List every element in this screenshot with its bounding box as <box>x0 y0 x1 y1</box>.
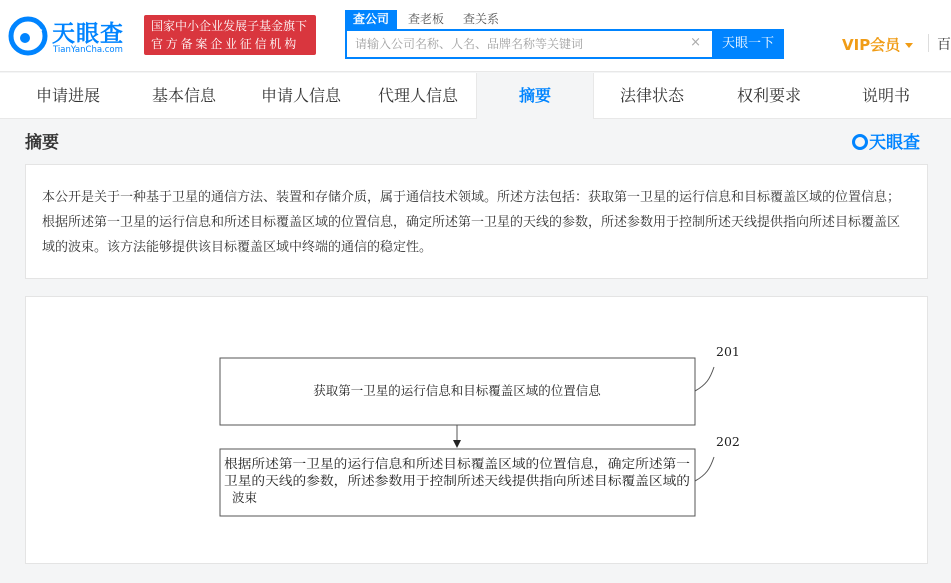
search-tab-relation[interactable]: 查关系 <box>463 12 500 26</box>
badge-line-1: 国家中小企业发展子基金旗下 <box>151 19 308 33</box>
tab-description[interactable]: 说明书 <box>861 86 910 105</box>
tab-legal-status[interactable]: 法律状态 <box>619 86 684 105</box>
tab-applicant-info[interactable]: 申请人信息 <box>260 86 341 105</box>
search-input[interactable] <box>347 31 677 57</box>
leader-line-202 <box>695 457 714 481</box>
tianyancha-watermark <box>852 128 920 153</box>
flowchart-ref-202: 202 <box>716 434 740 449</box>
caret-down-icon <box>905 43 913 48</box>
top-header <box>0 0 951 72</box>
watermark-text: 天眼查 <box>869 133 920 153</box>
flowchart-step-202-line-3: 波束 <box>232 490 258 505</box>
flowchart-ref-201: 201 <box>716 344 740 359</box>
arrow-down-icon <box>453 440 461 448</box>
search-tab-company[interactable]: 查公司 <box>345 10 397 30</box>
tab-agent-info[interactable]: 代理人信息 <box>377 86 458 105</box>
certification-badge[interactable] <box>144 15 316 55</box>
logo-domain: TianYanCha.com <box>53 45 123 55</box>
logo-name: 天眼查 <box>52 21 124 47</box>
tianyancha-logo-icon <box>852 134 868 150</box>
detail-nav-tabs <box>0 73 951 119</box>
tab-claims[interactable]: 权利要求 <box>736 86 801 105</box>
section-title: 摘要 <box>25 133 59 153</box>
tab-basic-info[interactable]: 基本信息 <box>151 86 216 105</box>
flowchart-step-202-line-1: 根据所述第一卫星的运行信息和所述目标覆盖区域的位置信息，确定所述第一 <box>224 456 690 471</box>
abstract-figure <box>25 296 928 564</box>
tab-abstract[interactable]: 摘要 <box>476 73 594 119</box>
header-more-link[interactable]: 百 <box>937 37 951 53</box>
vip-member-menu[interactable] <box>842 34 913 55</box>
tianyancha-logo-icon <box>8 16 48 56</box>
clear-icon[interactable]: × <box>690 35 701 50</box>
tab-application-progress[interactable]: 申请进展 <box>35 86 100 105</box>
flowchart-diagram <box>26 297 929 565</box>
search-tab-boss[interactable]: 查老板 <box>408 12 445 26</box>
badge-line-2: 官方备案企业征信机构 <box>151 37 300 51</box>
flowchart-step-202-line-2: 卫星的天线的参数，所述参数用于控制所述天线提供指向所述目标覆盖区域的 <box>224 473 690 488</box>
search-button[interactable]: 天眼一下 <box>712 29 784 59</box>
vip-label: VIP会员 <box>842 36 901 54</box>
flowchart-step-201-text: 获取第一卫星的运行信息和目标覆盖区域的位置信息 <box>313 383 601 398</box>
search-box <box>345 29 713 59</box>
abstract-text: 本公开是关于一种基于卫星的通信方法、装置和存储介质，属于通信技术领域。所述方法包括：获取第一卫星的运行信息和目标覆盖区域的位置信息；根据所述第一卫星的运行信息和所述目标覆盖区域的位置信息，确定所述第一卫星的天线的参数，所述参数用于控制所述天线提供指向所述目标覆盖区域的波束。该方法能够提供该目标覆盖区域中终端的通信的稳定性。 <box>25 164 928 279</box>
tianyancha-logo[interactable] <box>8 14 138 58</box>
leader-line-201 <box>695 367 714 391</box>
divider <box>928 34 929 52</box>
